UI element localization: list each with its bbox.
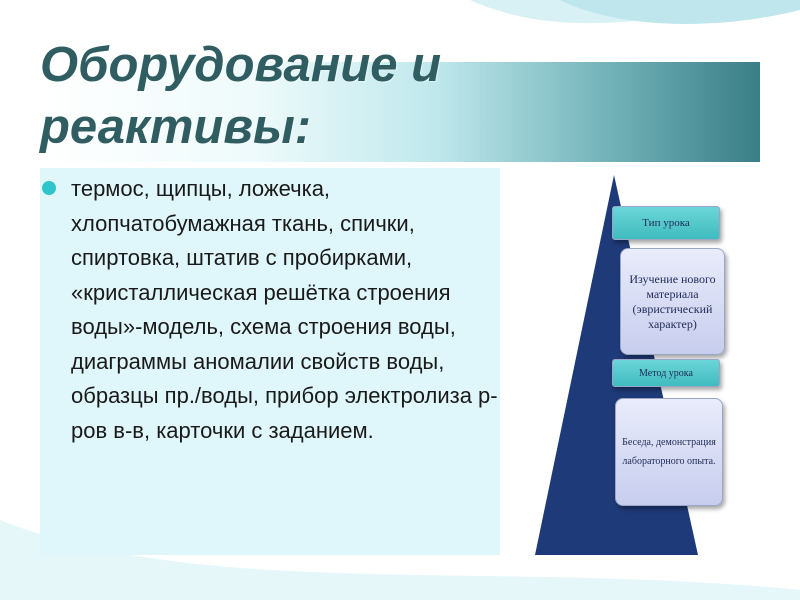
lesson-type-label-text: Тип урока: [642, 217, 690, 229]
equipment-list: термос, щипцы, ложечка, хлопчатобумажная ткань, спички, спиртовка, штатив с пробирками, «кристаллическая решётка строения воды»-модель, схема строения воды, диаграммы аномалии свойств воды, образцы пр./воды, прибор электролиза р-ров в-в, карточки с заданием.: [71, 176, 498, 443]
bullet-icon: [42, 181, 56, 195]
slide-title: Оборудование и реактивы:: [40, 38, 442, 154]
lesson-type-text: Изучение нового материала (эвристический характер): [629, 271, 716, 331]
lesson-type-label: [612, 206, 720, 240]
method-label: [612, 359, 720, 387]
method-box: [615, 398, 723, 506]
method-text: Беседа, демонстрация лабораторного опыта.: [622, 437, 716, 467]
method-label-text: Метод урока: [639, 367, 693, 379]
lesson-type-box: [620, 248, 725, 355]
